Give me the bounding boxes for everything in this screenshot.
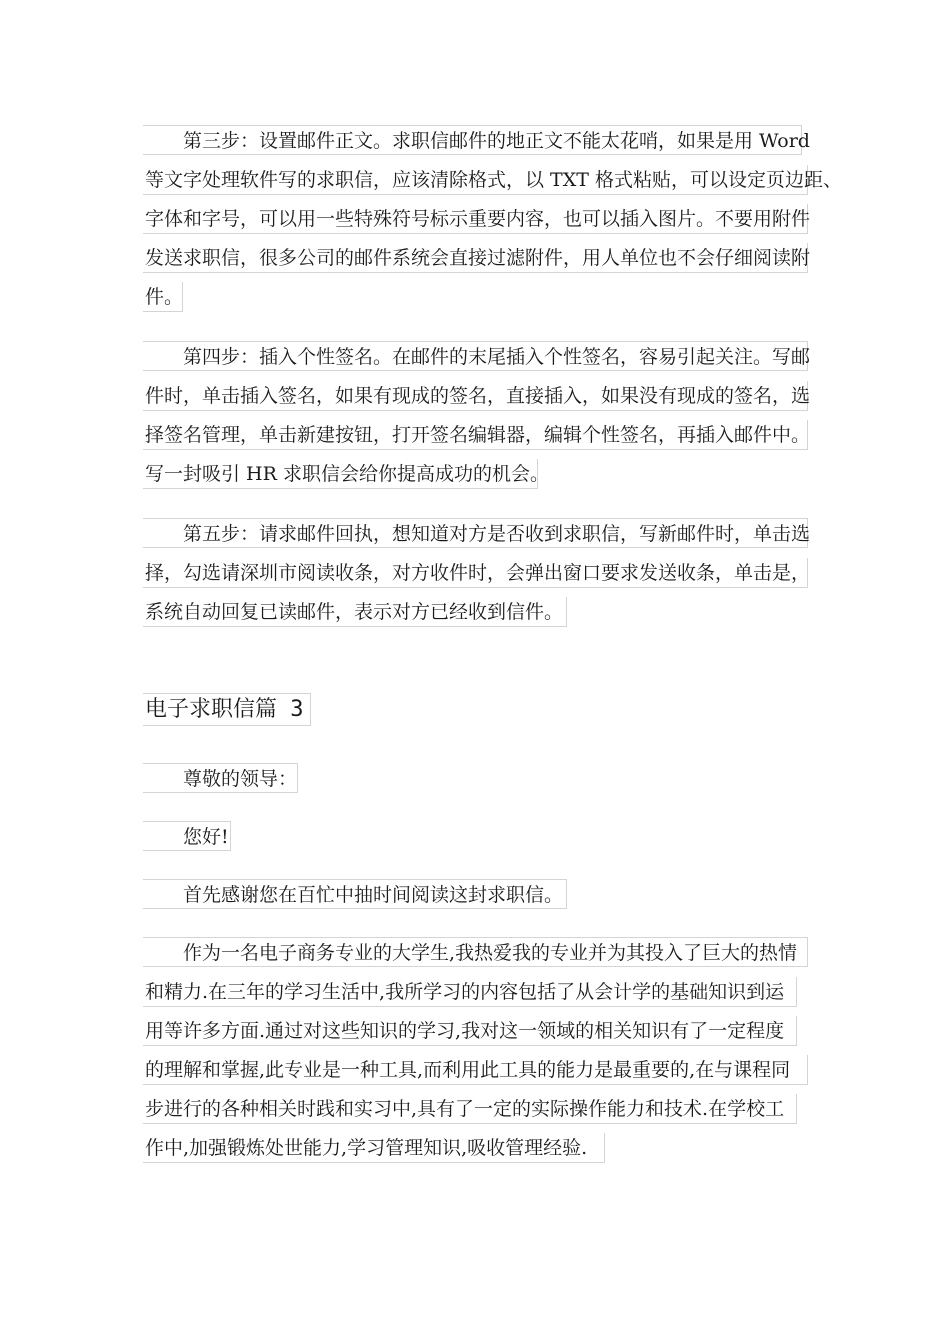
section-heading: 电子求职信篇 3 <box>143 693 311 726</box>
step3-line-1: 第三步：设置邮件正文。求职信邮件的地正文不能太花哨，如果是用 Word <box>143 125 802 155</box>
step3-line-4: 发送求职信，很多公司的邮件系统会直接过滤附件，用人单位也不会仔细阅读附 <box>143 243 808 273</box>
step3-line-5: 件。 <box>143 282 183 312</box>
step4-line-3: 择签名管理，单击新建按钮，打开签名编辑器，编辑个性签名，再插入邮件中。 <box>143 420 808 450</box>
step4-line-4: 写一封吸引 HR 求职信会给你提高成功的机会。 <box>143 459 538 489</box>
thanks-line: 首先感谢您在百忙中抽时间阅读这封求职信。 <box>143 879 567 909</box>
step4-line-1: 第四步：插入个性签名。在邮件的末尾插入个性签名，容易引起关注。写邮 <box>143 341 808 371</box>
intro-line-1: 作为一名电子商务专业的大学生,我热爱我的专业并为其投入了巨大的热情 <box>143 937 808 967</box>
step5-line-1: 第五步：请求邮件回执，想知道对方是否收到求职信，写新邮件时，单击选 <box>143 518 808 548</box>
intro-line-2: 和精力.在三年的学习生活中,我所学习的内容包括了从会计学的基础知识到运 <box>143 977 797 1007</box>
greeting: 您好! <box>143 821 231 851</box>
step3-line-2: 等文字处理软件写的求职信，应该清除格式，以 TXT 格式粘贴，可以设定页边距、 <box>143 165 808 195</box>
step5-line-2: 择，勾选请深圳市阅读收条，对方收件时，会弹出窗口要求发送收条，单击是， <box>143 558 808 588</box>
intro-line-5: 步进行的各种相关时践和实习中,具有了一定的实际操作能力和技术.在学校工 <box>143 1094 797 1124</box>
salutation: 尊敬的领导： <box>143 763 298 793</box>
intro-line-4: 的理解和掌握,此专业是一种工具,而利用此工具的能力是最重要的,在与课程同 <box>143 1055 808 1085</box>
intro-line-6: 作中,加强锻炼处世能力,学习管理知识,吸收管理经验. <box>143 1133 605 1163</box>
step3-line-3: 字体和字号，可以用一些特殊符号标示重要内容，也可以插入图片。不要用附件 <box>143 204 808 234</box>
step4-line-2: 件时，单击插入签名，如果有现成的签名，直接插入，如果没有现成的签名，选 <box>143 381 808 411</box>
intro-line-3: 用等许多方面.通过对这些知识的学习,我对这一领域的相关知识有了一定程度 <box>143 1016 797 1046</box>
step5-line-3: 系统自动回复已读邮件，表示对方已经收到信件。 <box>143 597 567 627</box>
